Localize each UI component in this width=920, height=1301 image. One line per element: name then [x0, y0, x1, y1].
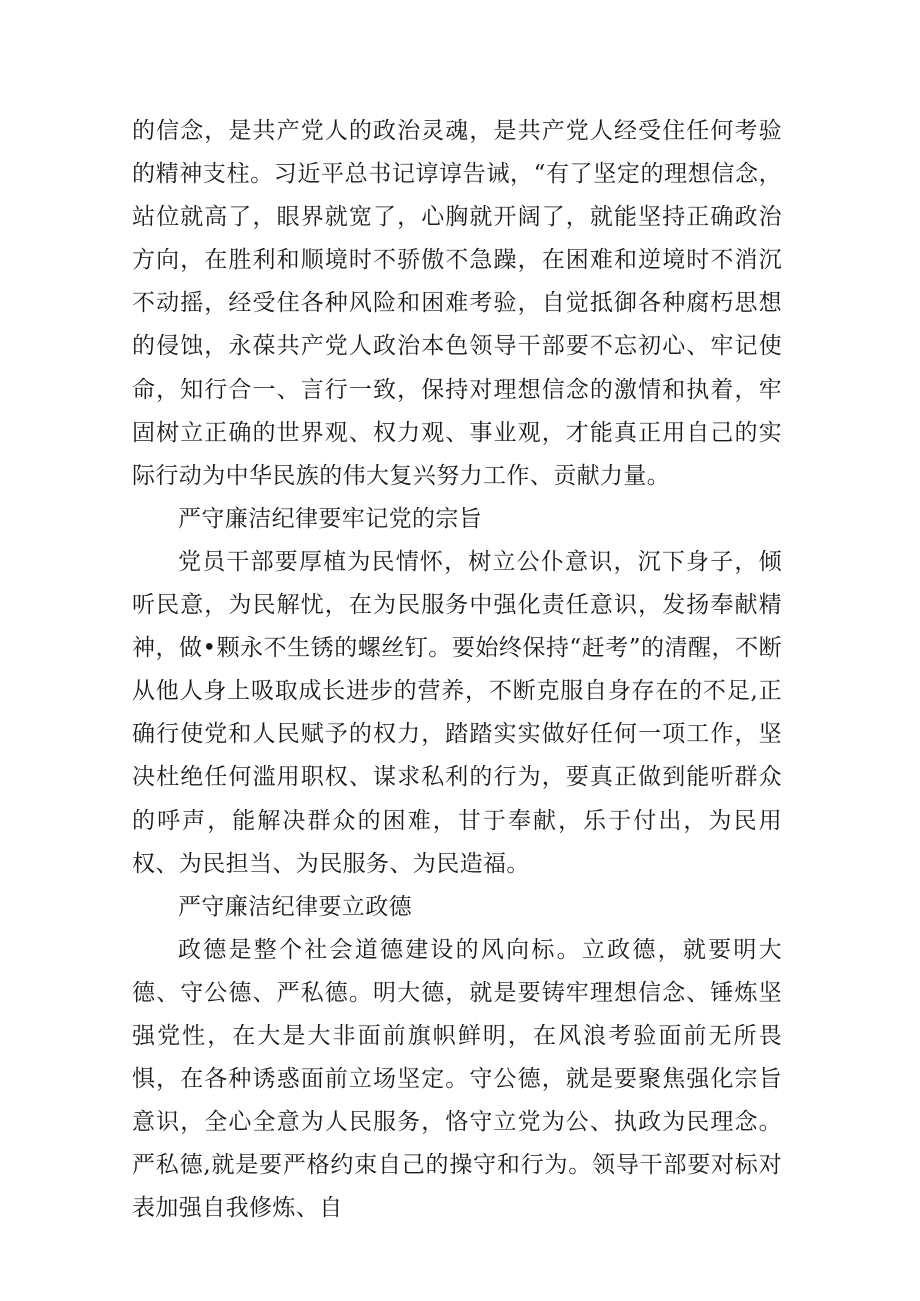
paragraph-ideals: 的信念，是共产党人的政治灵魂，是共产党人经受住任何考验的精神支柱。习近平总书记谆谆告诫，“有了坚定的理想信念，站位就高了，眼界就宽了，心胸就开阔了，就能坚持正确政治方向，在胜利和顺境时不骄傲不急躁，在困难和逆境时不消沉不动摇，经受住各种风险和困难考验，自觉抵御各种腐朽思想的侵蚀，永葆共产党人政治本色领导干部要不忘初心、牢记使命，知行合一、言行一致，保持对理想信念的激情和执着，牢固树立正确的世界观、权力观、事业观，才能真正用自己的实际行动为中华民族的伟大复兴努力工作、贡献力量。: [132, 118, 782, 489]
document-body: [132, 110, 782, 1230]
paragraph-serve-people: 党员干部要厚植为民情怀，树立公仆意识，沉下身子，倾听民意，为民解忧，在为民服务中强化责任意识，发扬奉献精神，做•颗永不生锈的螺丝钉。要始终保持“赶考”的清醒，不断从他人身上吸取成长进步的营养，不断克服自身存在的不足,正确行使党和人民赋予的权力，踏踏实实做好任何一项工作，坚决杜绝任何滥用职权、谋求私利的行为，要真正做到能听群众的呼声，能解决群众的困难，甘于奉献，乐于付出，为民用权、为民担当、为民服务、为民造福。: [132, 548, 782, 877]
paragraph-political-ethics: 政德是整个社会道德建设的风向标。立政德，就要明大德、守公德、严私德。明大德，就是要铸牢理想信念、锤炼坚强党性，在大是大非面前旗帜鲜明，在风浪考验面前无所畏惧，在各种诱惑面前立场坚定。守公德，就是要聚焦强化宗旨意识，全心全意为人民服务，恪守立党为公、执政为民理念。严私德,就是要严格约束自己的操守和行为。领导干部要对标对表加强自我修炼、自: [132, 936, 782, 1222]
section-heading-political-ethics: 严守廉洁纪律要立政德: [178, 893, 412, 920]
section-heading-party-purpose: 严守廉洁纪律要牢记党的宗旨: [178, 505, 483, 532]
